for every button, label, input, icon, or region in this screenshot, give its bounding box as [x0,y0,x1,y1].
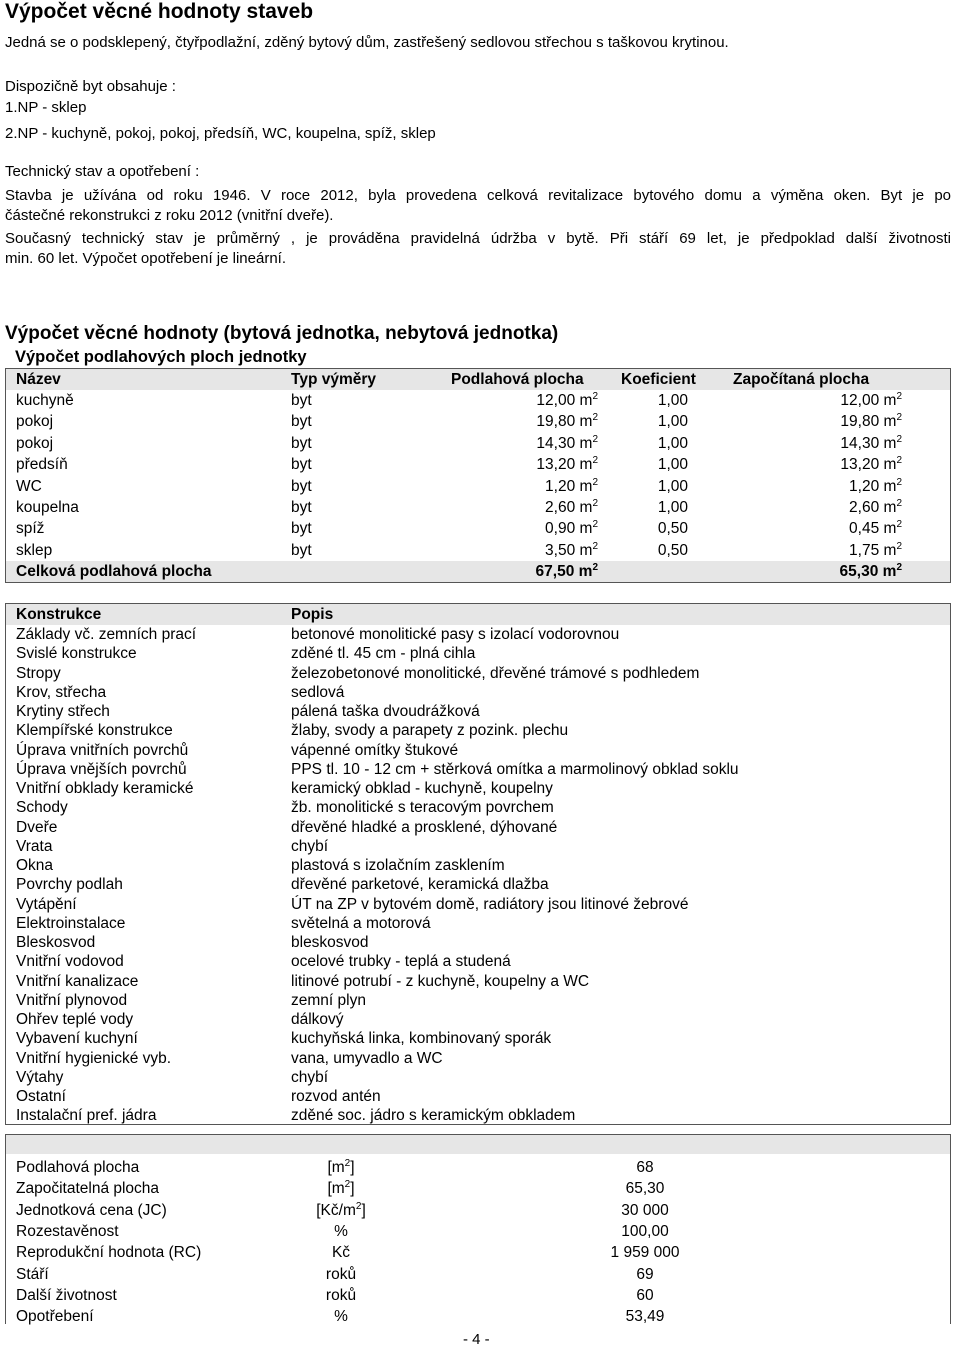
construction-description: ÚT na ZP v bytovém domě, radiátory jsou litinové žebrové [291,895,689,913]
construction-name: Okna [16,857,54,874]
room-name: pokoj [16,413,54,431]
room-coefficient: 0,50 [657,520,688,538]
summary-unit [296,1180,386,1198]
unit: m [883,392,897,409]
room-type: byt [291,413,312,431]
room-coefficient: 0,50 [657,541,688,559]
construction-description: rozvod antén [291,1088,381,1105]
table-row [6,497,950,518]
construction-name: Úprava vnitřních povrchů [16,741,189,759]
header-plocha: Podlahová plocha [451,371,584,388]
unit: [m [327,1180,345,1198]
unit: % [334,1308,348,1326]
construction-name: Ostatní [16,1088,66,1105]
unit-sup: 2 [592,455,598,467]
unit-sup: 2 [344,1157,351,1169]
room-area: 3,50 [545,541,576,559]
table-row [6,1265,950,1284]
room-name: sklep [16,541,53,559]
unit-sup: 2 [592,433,598,445]
table-row [6,1222,950,1241]
unit-sup: 2 [896,497,902,509]
unit-sup: 2 [592,412,598,424]
room-type: byt [291,499,312,516]
unit: m [883,413,897,431]
summary-value: 100,00 [621,1222,669,1240]
room-type: byt [291,392,312,409]
construction-name: Instalační pref. jádra [16,1107,157,1125]
summary-label: Podlahová plocha [16,1159,140,1176]
summary-value: 53,49 [625,1308,665,1326]
table-row [6,1010,950,1029]
section-heading: Výpočet věcné hodnoty (bytová jednotka, nebytová jednotka) [5,323,559,344]
room-area: 13,20 [536,456,576,474]
construction-name: Svislé konstrukce [16,645,137,663]
table-row [6,683,950,702]
room-name: pokoj [16,434,54,452]
summary-table [5,1134,951,1324]
table-row [6,952,950,971]
construction-name: Krytiny střech [16,703,110,720]
construction-name: Dveře [16,818,58,836]
construction-name: Bleskosvod [16,934,96,951]
construction-name: Vybavení kuchyní [16,1030,138,1048]
dispozice-line-1: 1.NP - sklep [5,99,87,116]
room-coefficient: 1,00 [657,456,688,474]
unit: m [579,541,593,559]
table-row [6,1106,950,1125]
construction-name: Vnitřní obklady keramické [16,780,194,797]
summary-unit [296,1244,386,1262]
table-row [6,518,950,539]
summary-header-band [6,1135,950,1154]
summary-unit [296,1266,386,1284]
construction-description: plastová s izolačním zasklením [291,857,505,874]
floor-table-header [6,369,950,390]
summary-label: Reprodukční hodnota (RC) [16,1244,202,1262]
page-title: Výpočet věcné hodnoty staveb [5,0,314,23]
table-row [6,664,950,683]
construction-description: světelná a motorová [291,914,431,932]
construction-table [5,603,951,1125]
construction-description: žb. monolitické s teracovým povrchem [291,799,554,817]
floor-heading: Výpočet podlahových ploch jednotky [15,348,307,366]
construction-name: Schody [16,799,68,817]
construction-description: chybí [291,837,329,855]
summary-label: Stáří [16,1265,49,1283]
summary-value: 60 [636,1286,654,1304]
unit-end: ] [350,1159,355,1176]
construction-name: Základy vč. zemních prací [16,626,197,643]
unit-sup: 2 [592,476,598,488]
room-counted-area: 12,00 [840,392,880,409]
unit: m [883,477,897,495]
unit: % [334,1222,348,1240]
intro-text: Jedná se o podsklepený, čtyřpodlažní, zděný bytový dům, zastřešený sedlovou střechou s taškovou krytinou. [5,34,729,51]
summary-label: Rozestavěnost [16,1222,119,1240]
page-number: - 4 - [463,1331,490,1348]
construction-name: Vytápění [16,895,77,913]
header-konstrukce: Konstrukce [16,606,102,623]
room-coefficient: 1,00 [657,477,688,495]
unit: m [579,520,593,538]
construction-description: bleskosvod [291,934,369,951]
unit-sup: 2 [896,390,902,402]
unit-sup: 2 [592,497,598,509]
summary-value: 65,30 [625,1180,665,1198]
unit: m [579,434,593,452]
unit: m [579,392,593,409]
total-plocha: 67,50 [535,563,575,580]
construction-name: Vnitřní hygienické vyb. [16,1049,172,1067]
room-counted-area: 14,30 [840,434,880,452]
unit-sup: 2 [896,433,902,445]
table-row [6,1029,950,1048]
unit: m [579,477,593,495]
unit-sup: 2 [896,455,902,467]
construction-name: Ohřev teplé vody [16,1011,134,1028]
table-row [6,933,950,952]
room-counted-area: 1,75 [849,541,880,559]
construction-description: chybí [291,1068,329,1086]
summary-value: 69 [636,1265,654,1283]
construction-description: litinové potrubí - z kuchyně, koupelny a WC [291,972,590,990]
table-row [6,644,950,663]
table-row [6,540,950,561]
room-type: byt [291,477,312,495]
room-name: koupelna [16,499,79,516]
unit-sup: 2 [896,412,902,424]
room-area: 14,30 [536,434,576,452]
construction-description: vápenné omítky štukové [291,741,459,759]
table-row [6,1201,950,1220]
construction-name: Povrchy podlah [16,876,123,894]
construction-description: betonové monolitické pasy s izolací vodorovnou [291,626,620,643]
table-row [6,875,950,894]
room-name: kuchyně [16,392,74,409]
construction-name: Vnitřní plynovod [16,991,128,1009]
room-type: byt [291,541,312,559]
construction-description: zemní plyn [291,991,366,1009]
total-zap: 65,30 [839,563,879,580]
construction-description: kuchyňská linka, kombinovaný sporák [291,1030,552,1048]
total-label: Celková podlahová plocha [16,563,212,580]
table-row [6,760,950,779]
construction-description: PPS tl. 10 - 12 cm + stěrková omítka a marmolinový obklad soklu [291,760,739,778]
unit-sup: 2 [355,1200,362,1212]
construction-description: žlaby, svody a parapety z pozink. plechu [291,722,569,740]
unit-end: ] [350,1180,355,1198]
table-row [6,972,950,991]
unit: m [578,563,593,580]
dispozice-heading: Dispozičně byt obsahuje : [5,78,176,95]
construction-name: Úprava vnějších povrchů [16,760,187,778]
table-row [6,625,950,644]
construction-description: vana, umyvadlo a WC [291,1049,443,1067]
unit-sup: 2 [896,561,902,573]
table-row [6,895,950,914]
summary-label: Opotřebení [16,1308,94,1326]
summary-unit [296,1159,386,1177]
room-area: 0,90 [545,520,576,538]
unit-sup: 2 [592,561,598,573]
summary-value: 30 000 [621,1201,669,1219]
room-area: 12,00 [536,392,576,409]
construction-name: Klempířské konstrukce [16,722,173,740]
table-row [6,1068,950,1087]
table-row [6,454,950,475]
table-row [6,1243,950,1262]
construction-description: pálená taška dvoudrážková [291,703,480,720]
summary-label: Další životnost [16,1286,117,1304]
unit-sup: 2 [592,540,598,552]
unit-sup: 2 [592,390,598,402]
table-row [6,411,950,432]
header-koeficient: Koeficient [621,371,696,388]
room-type: byt [291,434,312,452]
construction-description: dálkový [291,1011,344,1028]
table-row [6,856,950,875]
room-counted-area: 19,80 [840,413,880,431]
table-row [6,818,950,837]
room-area: 2,60 [545,499,576,516]
room-name: WC [16,477,42,495]
room-type: byt [291,520,312,538]
unit: roků [325,1265,357,1283]
room-coefficient: 1,00 [657,392,688,409]
table-row [6,390,950,411]
table-row [6,1158,950,1177]
header-zapocitana: Započítaná plocha [733,371,870,388]
summary-label: Jednotková cena (JC) [16,1201,167,1219]
room-counted-area: 2,60 [849,499,880,516]
room-area: 1,20 [545,477,576,495]
construction-description: ocelové trubky - teplá a studená [291,953,511,971]
table-row [6,837,950,856]
summary-unit [296,1202,386,1220]
unit: [Kč/m [316,1201,356,1219]
construction-description: zděné soc. jádro s keramickým obkladem [291,1107,576,1125]
summary-unit [296,1287,386,1305]
unit-end: ] [361,1201,366,1219]
unit-sup: 2 [592,519,598,531]
table-row [6,914,950,933]
summary-value: 68 [636,1159,654,1176]
floor-area-table [5,368,951,583]
room-name: spíž [16,520,45,538]
stav-line-1: Stavba je užívána od roku 1946. V roce 2012, byla provedena celková revitalizace bytového domu a výměna oken. Byt je po [5,187,951,204]
stav-line-4: min. 60 let. Výpočet opotřebení je lineární. [5,250,287,267]
table-row [6,702,950,721]
unit: [m [327,1159,345,1176]
room-coefficient: 1,00 [657,434,688,452]
construction-name: Krov, střecha [16,683,107,701]
table-row [6,1179,950,1198]
unit: m [883,434,897,452]
header-nazev: Název [16,371,61,388]
construction-name: Elektroinstalace [16,914,126,932]
unit: m [579,499,593,516]
room-area: 19,80 [536,413,576,431]
unit: m [883,499,897,516]
table-row [6,1049,950,1068]
unit-sup: 2 [896,519,902,531]
room-coefficient: 1,00 [657,413,688,431]
table-row [6,798,950,817]
table-row [6,1307,950,1326]
construction-name: Vnitřní kanalizace [16,972,139,990]
summary-unit [296,1223,386,1241]
unit: m [579,413,593,431]
construction-description: sedlová [291,683,345,701]
unit: m [883,456,897,474]
unit: roků [325,1286,357,1304]
table-row [6,991,950,1010]
unit-sup: 2 [896,476,902,488]
header-typ: Typ výměry [291,371,377,388]
unit: m [883,520,897,538]
summary-value: 1 959 000 [610,1244,680,1262]
construction-name: Vnitřní vodovod [16,953,124,971]
table-row [6,721,950,740]
table-row [6,476,950,497]
unit: m [882,563,897,580]
room-name: předsíň [16,456,68,474]
unit-sup: 2 [896,540,902,552]
construction-description: dřevěné parketové, keramická dlažba [291,876,549,894]
construction-table-header [6,604,950,625]
table-row [6,1087,950,1106]
construction-name: Vrata [16,837,53,855]
construction-name: Stropy [16,664,61,682]
header-popis: Popis [291,606,334,623]
room-counted-area: 13,20 [840,456,880,474]
table-row [6,741,950,760]
room-counted-area: 1,20 [849,477,880,495]
stav-heading: Technický stav a opotřebení : [5,163,200,180]
unit: m [579,456,593,474]
stav-line-2: částečné rekonstrukci z roku 2012 (vnitřní dveře). [5,207,334,224]
floor-table-total [6,561,950,582]
table-row [6,1286,950,1305]
construction-description: zděné tl. 45 cm - plná cihla [291,645,476,663]
construction-description: železobetonové monolitické, dřevěné trámové s podhledem [291,664,700,682]
summary-label: Započitatelná plocha [16,1180,160,1198]
unit: Kč [331,1244,351,1262]
room-coefficient: 1,00 [657,499,688,516]
construction-description: keramický obklad - kuchyně, koupelny [291,780,553,797]
summary-unit [296,1308,386,1326]
unit-sup: 2 [344,1179,351,1191]
room-counted-area: 0,45 [849,520,880,538]
dispozice-line-2: 2.NP - kuchyně, pokoj, pokoj, předsíň, WC, koupelna, spíž, sklep [5,125,436,142]
table-row [6,779,950,798]
unit: m [883,541,897,559]
table-row [6,433,950,454]
room-type: byt [291,456,312,474]
construction-name: Výtahy [16,1068,64,1086]
stav-line-3: Současný technický stav je průměrný , je prováděna pravidelná údržba v bytě. Při stáří 69 let, je předpoklad další životnosti [5,230,951,247]
construction-description: dřevěné hladké a prosklené, dýhované [291,818,558,836]
